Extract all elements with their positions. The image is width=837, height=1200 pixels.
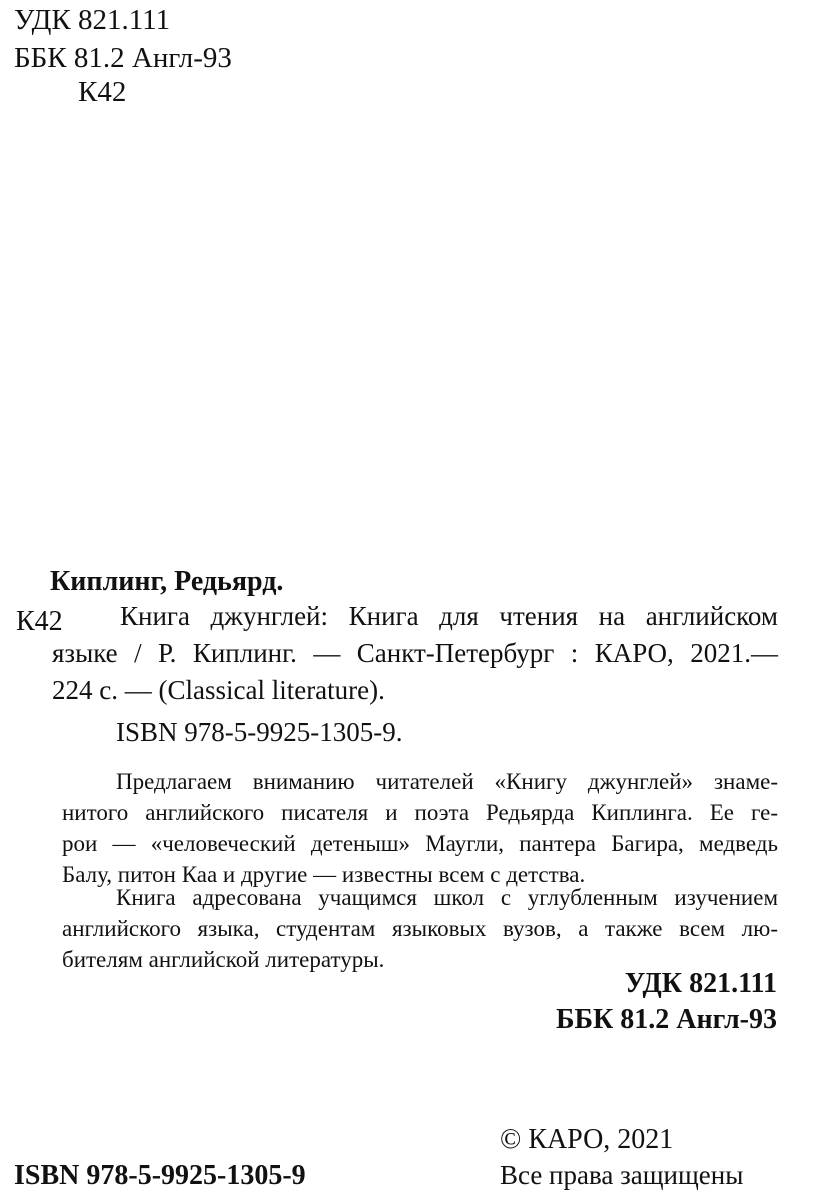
footer-isbn: ISBN 978-5-9925-1305-9 xyxy=(14,1160,306,1191)
annotation-paragraph xyxy=(62,882,778,975)
annotation-paragraph xyxy=(62,766,778,890)
annotation-line: рои — «человеческий детеныш» Маугли, пантера Багира, медведь xyxy=(62,831,778,856)
annotation-line: Балу, питон Каа и другие — известны всем с детства. xyxy=(62,862,586,887)
annotation-line: английского языка, студентам языковых вузов, а также всем лю- xyxy=(62,916,778,941)
rights-notice: Все права защищены xyxy=(500,1160,744,1190)
annotation-line: бителям английской литературы. xyxy=(62,947,385,972)
card-author-sign: К42 xyxy=(16,606,63,637)
annotation-line: нитого английского писателя и поэта Редьярда Киплинга. Ее ге- xyxy=(62,800,778,825)
classification-bbk: ББК 81.2 Англ-93 xyxy=(555,1004,777,1035)
author-sign: К42 xyxy=(78,76,127,108)
udk-code: УДК 821.111 xyxy=(14,4,171,36)
biblio-line: 224 с. — (Classical literature). xyxy=(52,675,385,705)
annotation-line: Предлагаем вниманию читателей «Книгу джунглей» знаме- xyxy=(116,769,778,794)
annotation-line: Книга адресована учащимся школ с углубленным изучением xyxy=(116,885,778,910)
classification-udk: УДК 821.111 xyxy=(624,968,777,999)
biblio-line: Книга джунглей: Книга для чтения на английском xyxy=(120,601,778,631)
bbk-code: ББК 81.2 Англ-93 xyxy=(14,42,232,74)
copyright-notice: © КАРО, 2021 xyxy=(500,1124,674,1155)
card-isbn: ISBN 978-5-9925-1305-9. xyxy=(116,717,403,747)
author-name: Киплинг, Редьярд. xyxy=(50,566,284,597)
biblio-line: языке / Р. Киплинг. — Санкт-Петербург : КАРО, 2021.— xyxy=(52,638,778,668)
bibliographic-description xyxy=(52,598,778,709)
